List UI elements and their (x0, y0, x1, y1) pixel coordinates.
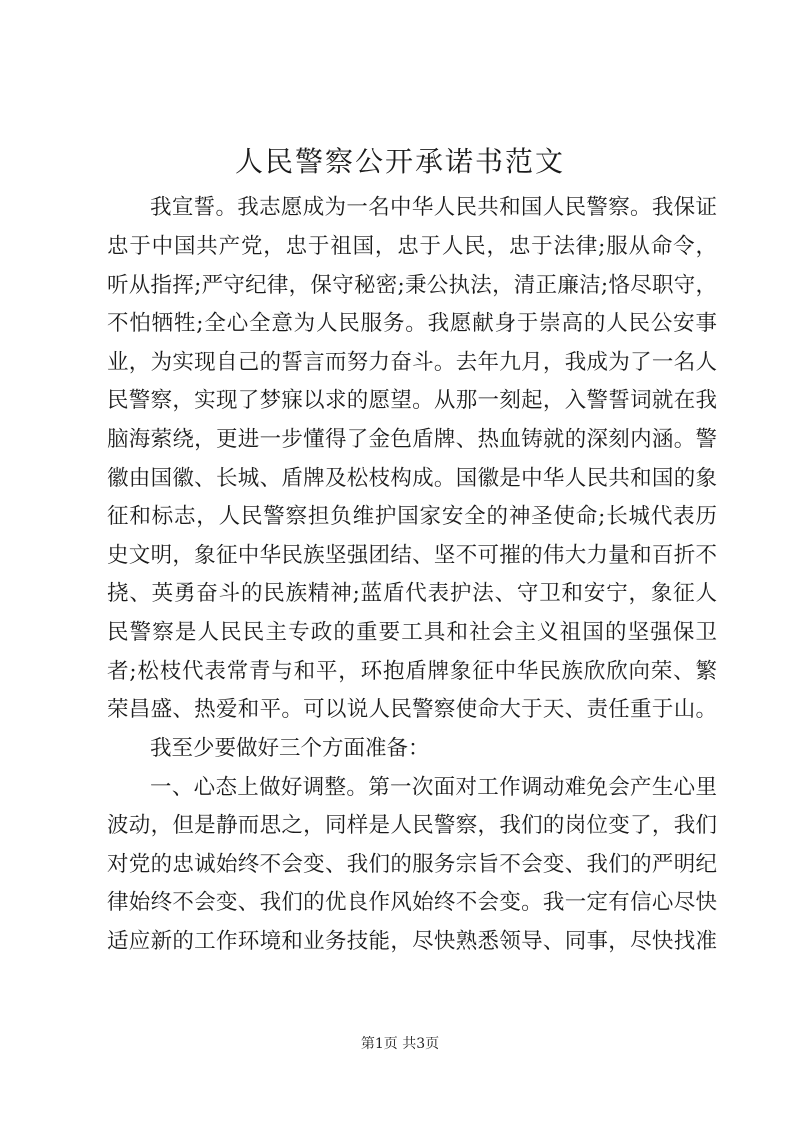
text-line: 徽由国徽、长城、盾牌及松枝构成。国徽是中华人民共和国的象 (107, 466, 717, 491)
text-line: 波动，但是静而思之，同样是人民警察，我们的岗位变了，我们 (107, 813, 717, 838)
text-line: 对党的忠诚始终不会变、我们的服务宗旨不会变、我们的严明纪 (107, 852, 717, 877)
text-line: 我至少要做好三个方面准备： (150, 736, 430, 761)
text-line: 者;松枝代表常青与和平，环抱盾牌象征中华民族欣欣向荣、繁 (107, 659, 717, 684)
text-line: 忠于中国共产党，忠于祖国，忠于人民，忠于法律;服从命令， (107, 234, 717, 259)
text-line: 民警察是人民民主专政的重要工具和社会主义祖国的坚强保卫 (107, 620, 717, 645)
text-line: 一、心态上做好调整。第一次面对工作调动难免会产生心里 (150, 775, 717, 800)
text-line: 史文明，象征中华民族坚强团结、坚不可摧的伟大力量和百折不 (107, 543, 717, 568)
text-line: 脑海萦绕，更进一步懂得了金色盾牌、热血铸就的深刻内涵。警 (107, 427, 717, 452)
text-line: 律始终不会变、我们的优良作风始终不会变。我一定有信心尽快 (107, 890, 717, 915)
document-title: 人民警察公开承诺书范文 (234, 145, 565, 178)
text-line: 适应新的工作环境和业务技能，尽快熟悉领导、同事，尽快找准 (107, 929, 717, 954)
text-line: 我宣誓。我志愿成为一名中华人民共和国人民警察。我保证 (150, 195, 717, 220)
text-line: 业，为实现自己的誓言而努力奋斗。去年九月，我成为了一名人 (107, 350, 717, 375)
text-line: 征和标志，人民警察担负维护国家安全的神圣使命;长城代表历 (107, 504, 717, 529)
text-line: 民警察，实现了梦寐以求的愿望。从那一刻起，入警誓词就在我 (107, 388, 717, 413)
text-line: 挠、英勇奋斗的民族精神;蓝盾代表护法、守卫和安宁，象征人 (107, 581, 717, 606)
text-line: 不怕牺牲;全心全意为人民服务。我愿献身于崇高的人民公安事 (107, 311, 717, 336)
page-number-footer: 第1页 共3页 (360, 1036, 440, 1052)
text-line: 荣昌盛、热爱和平。可以说人民警察使命大于天、责任重于山。 (107, 697, 717, 722)
text-line: 听从指挥;严守纪律，保守秘密;秉公执法，清正廉洁;恪尽职守， (107, 273, 717, 298)
